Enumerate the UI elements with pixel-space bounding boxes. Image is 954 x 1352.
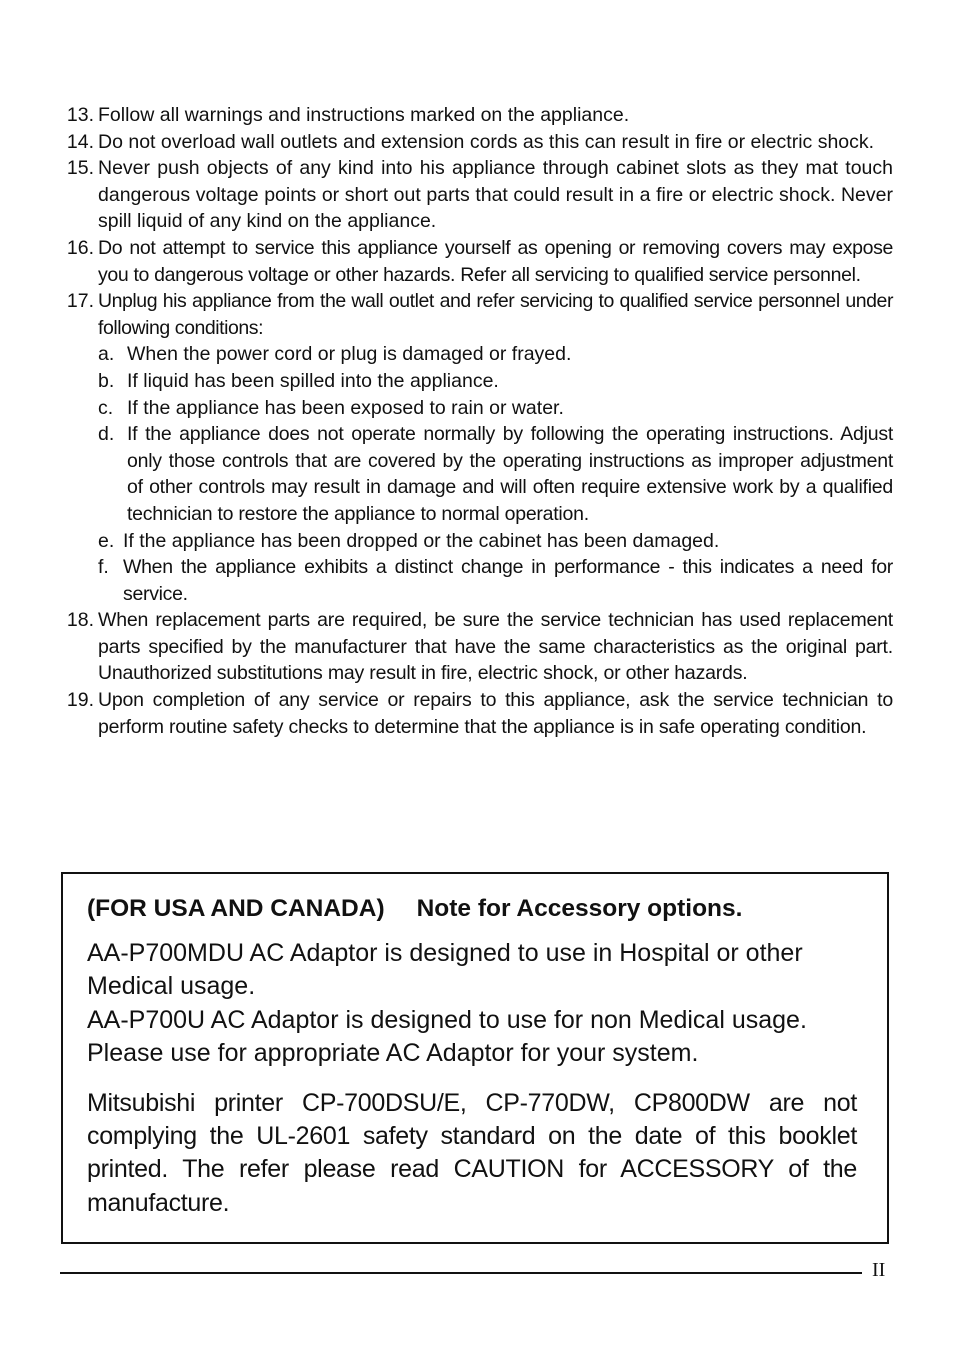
notice-paragraph: Mitsubishi printer CP-700DSU/E, CP-770DW, CP800DW are not complying the UL-2601 safety standard on the date of this booklet printed. The refer please read CAUTION for ACCESSORY of the manufacture. [87, 1088, 857, 1217]
list-item [60, 155, 893, 235]
item-text: Never push objects of any kind into his appliance through cabinet slots as they mat touch dangerous voltage points or short out parts that could result in a fire or electric shock. Never spill liquid of any kind on the appliance. [98, 157, 893, 233]
item-number: 14. [66, 130, 94, 153]
sub-item-letter: d. [98, 423, 115, 446]
instruction-list [60, 102, 893, 740]
item-text: When replacement parts are required, be sure the service technician has used replacement parts specified by the manufacturer that have the same characteristics as the original part. Unauthorized substitutions may result in fire, electric shock, or other hazards. [98, 609, 893, 685]
item-text: Unplug his appliance from the wall outlet and refer servicing to qualified service personnel under following conditions: [98, 290, 893, 339]
sub-list-item [98, 421, 893, 527]
sub-list-item [98, 528, 893, 555]
sub-item-letter: c. [98, 396, 114, 419]
list-item [60, 235, 893, 288]
notice-region: (FOR USA AND CANADA) [87, 895, 385, 922]
item-text: Do not attempt to service this appliance yourself as opening or removing covers may expose you to dangerous voltage or other hazards. Refer all servicing to qualified service personnel. [98, 236, 893, 286]
footer-rule [60, 1272, 862, 1274]
item-text: Do not overload wall outlets and extension cords as this can result in fire or electric shock. [98, 130, 875, 153]
page-number: II [872, 1259, 886, 1281]
sub-item-letter: a. [98, 343, 115, 366]
sub-list-item [98, 395, 893, 422]
list-item [60, 129, 893, 156]
notice-header [87, 891, 857, 927]
item-text: Follow all warnings and instructions marked on the appliance. [98, 104, 630, 126]
accessory-notice-box [61, 872, 889, 1244]
item-number: 13. [66, 104, 94, 126]
item-text: Upon completion of any service or repairs to this appliance, ask the service technician to perform routine safety checks to determine that the appliance is in safe operating condition. [98, 689, 893, 738]
sub-item-text: When the appliance exhibits a distinct change in performance - this indicates a need for service. [123, 556, 893, 605]
item-number: 15. [66, 157, 94, 180]
sub-list [98, 341, 893, 607]
item-number: 17. [66, 290, 94, 313]
sub-list-item [98, 554, 893, 607]
sub-item-letter: f. [98, 556, 109, 579]
notice-paragraph: AA-P700MDU AC Adaptor is designed to use in Hospital or other Medical usage. [87, 939, 803, 1001]
notice-paragraph: Please use for appropriate AC Adaptor for your system. [87, 1039, 699, 1068]
sub-item-text: If the appliance has been exposed to rain or water. [127, 396, 564, 419]
notice-title: Note for Accessory options. [416, 895, 743, 922]
sub-item-text: If the appliance has been dropped or the cabinet has been damaged. [123, 529, 720, 552]
item-number: 19. [66, 689, 94, 712]
sub-item-letter: e. [98, 529, 115, 552]
sub-item-letter: b. [98, 369, 115, 392]
list-item [60, 288, 893, 607]
notice-paragraph: AA-P700U AC Adaptor is designed to use for non Medical usage. [87, 1005, 807, 1034]
sub-item-text: If liquid has been spilled into the appliance. [127, 369, 499, 392]
sub-list-item [98, 368, 893, 395]
sub-item-text: If the appliance does not operate normally by following the operating instructions. Adjust only those controls that are covered by the operating instructions as improper adjustment of other controls may result in damage and will often require extensive work by a qualified technician to restore the appliance to normal operation. [127, 423, 893, 525]
item-number: 18. [66, 609, 94, 632]
sub-list-item [98, 341, 893, 368]
list-item [60, 687, 893, 740]
item-number: 16. [66, 236, 94, 259]
list-item [60, 102, 893, 129]
sub-item-text: When the power cord or plug is damaged or frayed. [127, 343, 572, 366]
list-item [60, 607, 893, 687]
